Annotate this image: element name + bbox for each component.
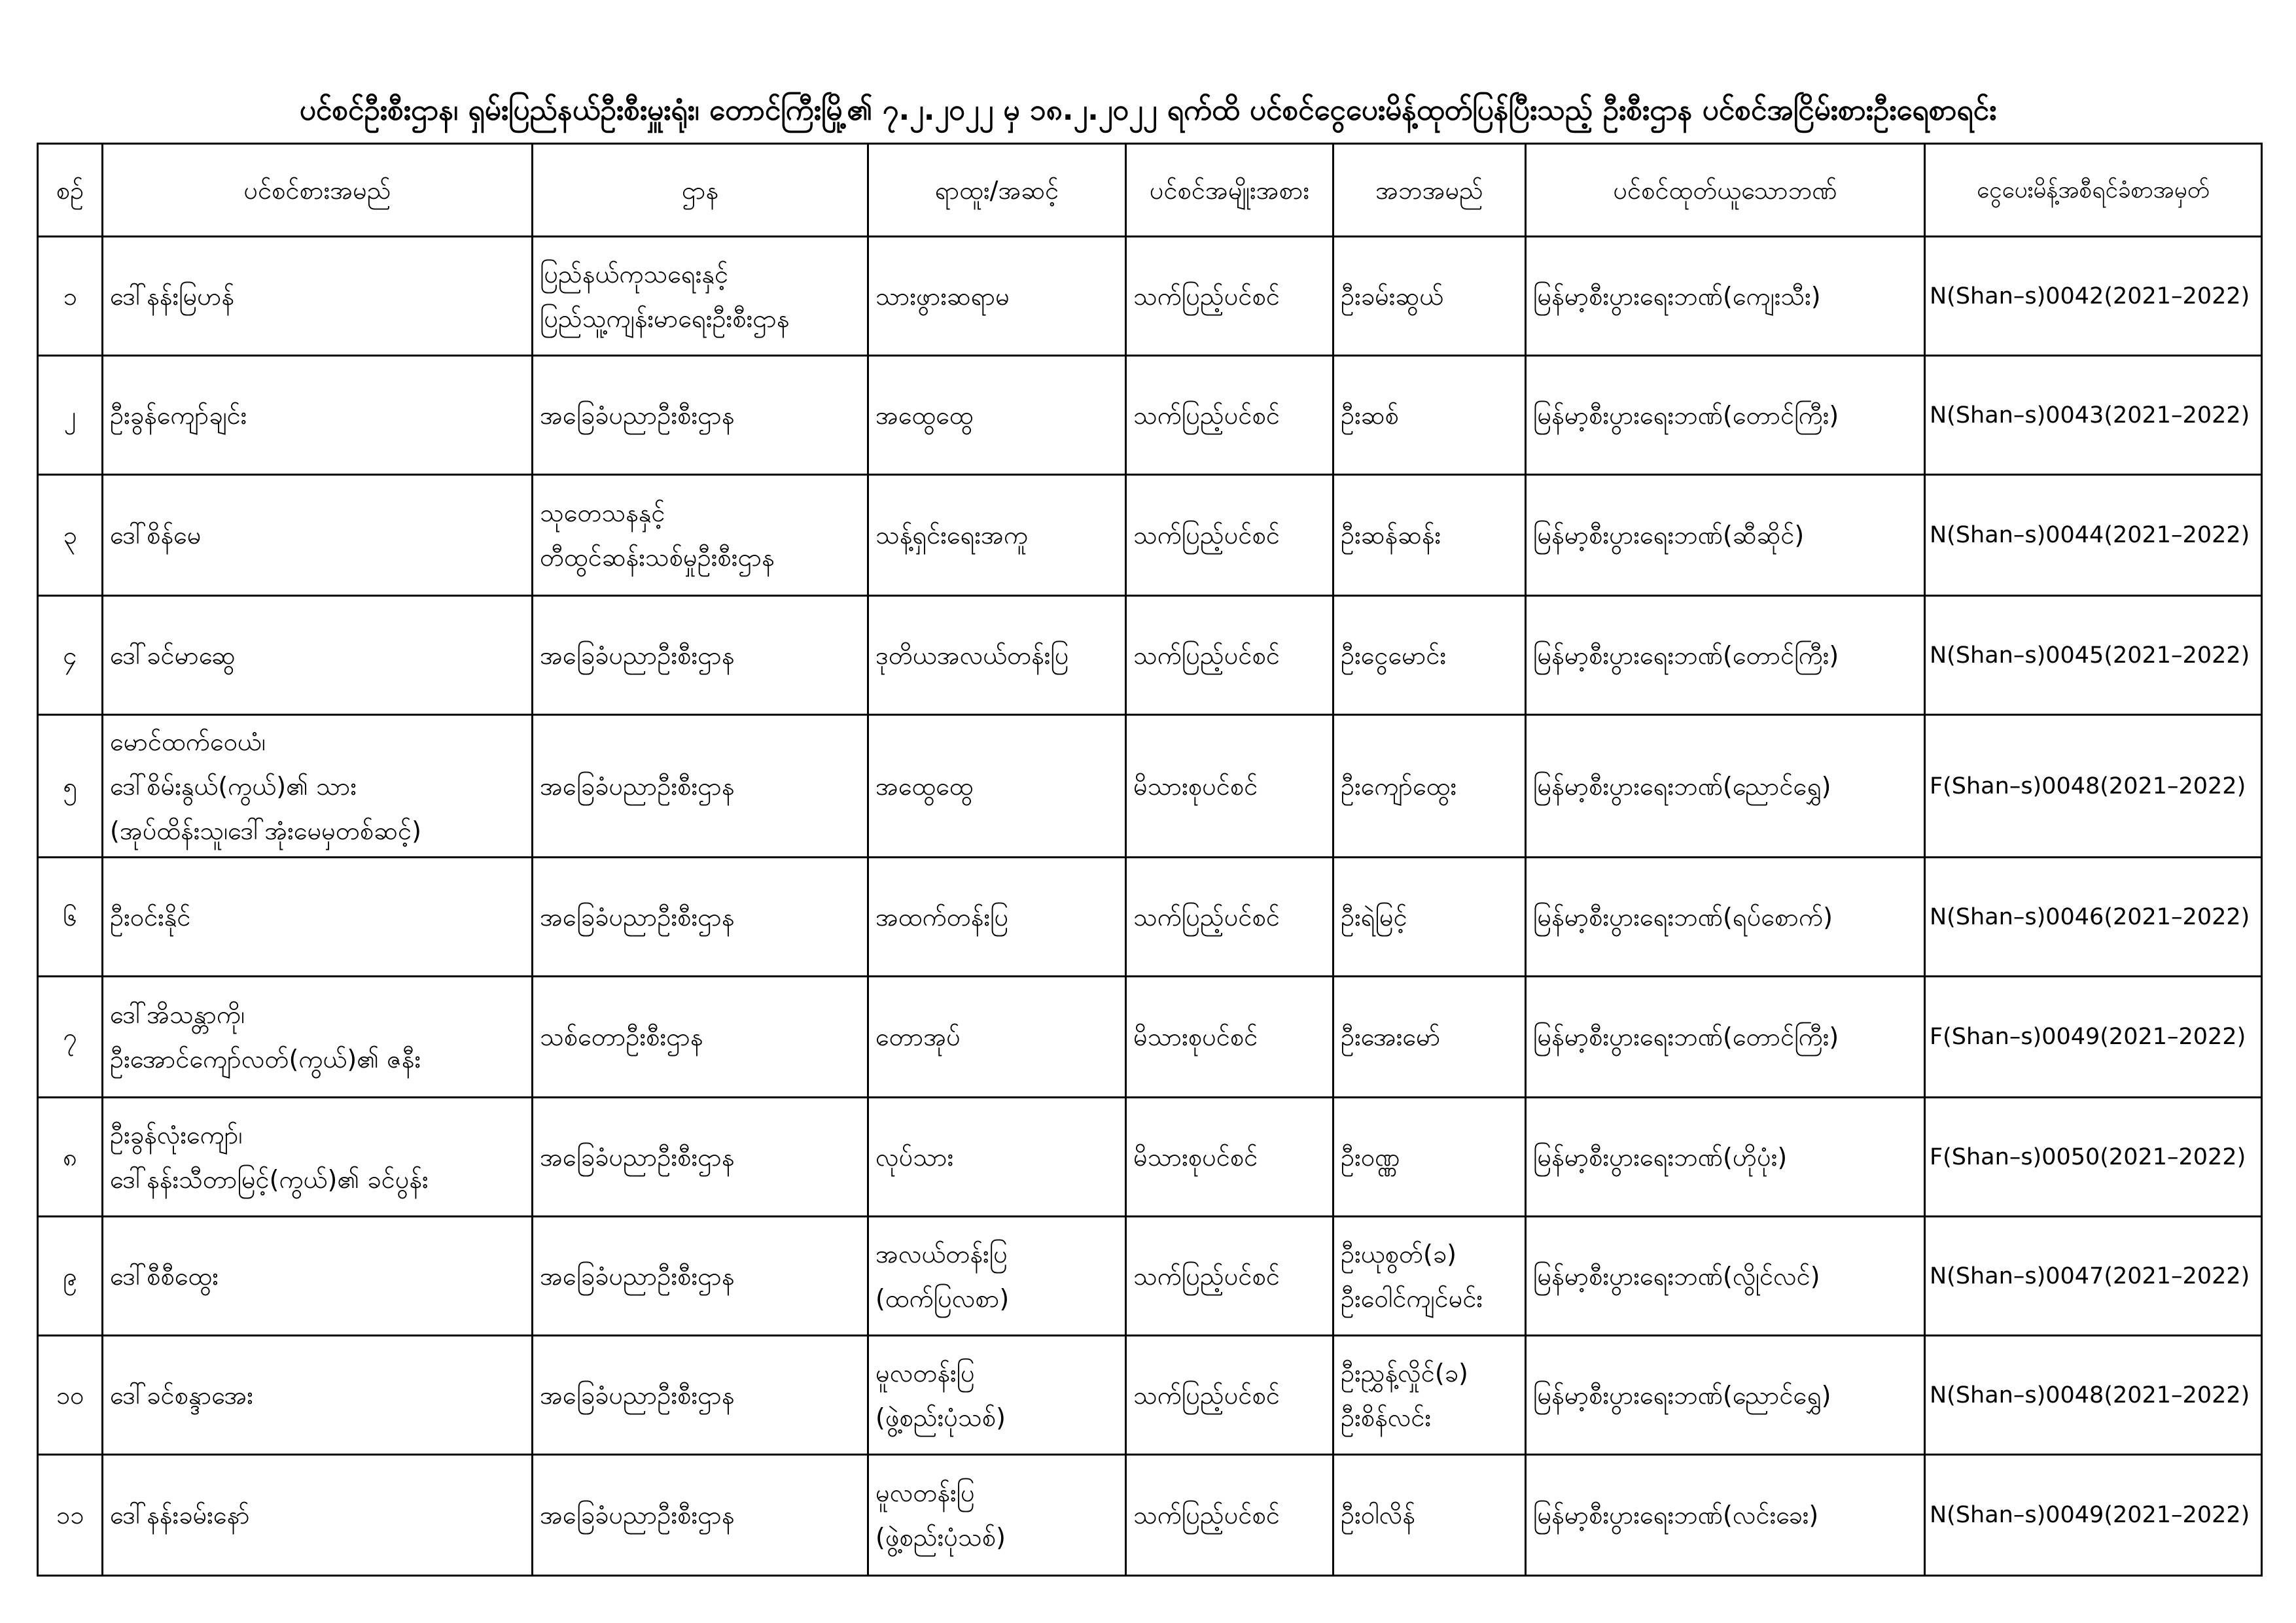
cell-no: [39, 1098, 103, 1217]
cell-pension-type: [1127, 237, 1334, 357]
cell-text: မြန်မာ့စီးပွားရေးဘဏ်(ညောင်ရွှေ): [1533, 1380, 1831, 1410]
cell-text: မြန်မာ့စီးပွားရေးဘဏ်(လွိုင်လင်): [1533, 1261, 1820, 1291]
cell-text: အခြေခံပညာဦးစီးဌာန: [540, 1142, 735, 1172]
cell-department: [533, 1098, 869, 1217]
cell-text: ၄: [63, 640, 77, 670]
cell-text: မိသားစုပင်စင်: [1133, 771, 1258, 801]
cell-report-no: [1926, 977, 2263, 1098]
cell-father-name: [1334, 597, 1527, 716]
cell-no: [39, 1336, 103, 1456]
cell-bank: [1527, 237, 1926, 357]
cell-name: [103, 597, 533, 716]
cell-text: မြန်မာ့စီးပွားရေးဘဏ်(တောင်ကြီး): [1533, 1022, 1839, 1051]
cell-text: သက်ပြည့်ပင်စင်: [1133, 640, 1280, 670]
cell-position: [869, 476, 1127, 597]
cell-text: သက်ပြည့်ပင်စင်: [1133, 1380, 1280, 1410]
cell-report-no: [1926, 1336, 2263, 1456]
cell-position: [869, 858, 1127, 977]
header-report-no: [1926, 145, 2263, 237]
header-department: [533, 145, 869, 237]
cell-pension-type: [1127, 1217, 1334, 1336]
cell-no: [39, 597, 103, 716]
cell-no: [39, 237, 103, 357]
cell-text: မောင်ထက်ဝေယံ၊: [110, 727, 266, 756]
cell-bank: [1527, 1336, 1926, 1456]
cell-text: ဦးဝေါင်ကျင်မင်း: [1341, 1283, 1483, 1313]
cell-text: အခြေခံပညာဦးစီးဌာန: [540, 1380, 735, 1410]
cell-text: ဦးရဲမြင့်: [1341, 902, 1407, 932]
cell-pension-type: [1127, 476, 1334, 597]
cell-bank: [1527, 476, 1926, 597]
cell-father-name: [1334, 858, 1527, 977]
cell-text: လုပ်သား: [875, 1142, 954, 1172]
cell-position: [869, 1217, 1127, 1336]
cell-father-name: [1334, 1336, 1527, 1456]
cell-father-name: [1334, 476, 1527, 597]
cell-text: ဦးခွန်ကျော်ချင်း: [110, 400, 247, 430]
cell-department: [533, 476, 869, 597]
cell-name: [103, 1456, 533, 1577]
cell-father-name: [1334, 977, 1527, 1098]
cell-text: သက်ပြည့်ပင်စင်: [1133, 281, 1280, 311]
cell-name: [103, 476, 533, 597]
cell-no: [39, 977, 103, 1098]
cell-text: N(Shan–s)0047(2021–2022): [1930, 1263, 2250, 1289]
cell-no: [39, 476, 103, 597]
cell-bank: [1527, 1456, 1926, 1577]
cell-department: [533, 357, 869, 476]
cell-department: [533, 858, 869, 977]
cell-department: [533, 1217, 869, 1336]
cell-text: မိသားစုပင်စင်: [1133, 1142, 1258, 1172]
cell-position: [869, 357, 1127, 476]
cell-text: ၉: [63, 1261, 77, 1291]
cell-report-no: [1926, 1456, 2263, 1577]
cell-text: သက်ပြည့်ပင်စင်: [1133, 400, 1280, 430]
cell-position: [869, 1336, 1127, 1456]
header-father-name: [1334, 145, 1527, 237]
cell-text: N(Shan–s)0046(2021–2022): [1930, 903, 2250, 930]
cell-text: အထွေထွေ: [875, 400, 974, 430]
cell-text: F(Shan–s)0049(2021–2022): [1930, 1024, 2246, 1050]
cell-department: [533, 977, 869, 1098]
cell-text: ၁၀: [56, 1380, 84, 1410]
cell-text: အခြေခံပညာဦးစီးဌာန: [540, 771, 735, 801]
cell-bank: [1527, 357, 1926, 476]
cell-text: ဒေါ်နန်းခမ်းနော်: [110, 1501, 250, 1529]
cell-name: [103, 977, 533, 1098]
cell-pension-type: [1127, 1336, 1334, 1456]
cell-text: ၂: [63, 400, 77, 430]
header-pension-type: [1127, 145, 1334, 237]
cell-name: [103, 1217, 533, 1336]
cell-text: ဦးခမ်းဆွယ်: [1341, 281, 1444, 311]
cell-position: [869, 716, 1127, 858]
cell-bank: [1527, 977, 1926, 1098]
cell-department: [533, 1456, 869, 1577]
cell-text: မူလတန်းပြ: [875, 1478, 975, 1507]
cell-text: မြန်မာ့စီးပွားရေးဘဏ်(ရပ်စောက်): [1533, 902, 1833, 932]
cell-text: ဒေါ်နန်းမြဟန်: [110, 281, 235, 311]
cell-text: ဦးဆန်ဆန်း: [1341, 521, 1441, 550]
cell-department: [533, 716, 869, 858]
cell-text: ပြည်သူ့ကျန်းမာရေးဦးစီးဌာန: [540, 304, 790, 333]
cell-text: ဦးညွှန့်လှိုင်(ခ): [1341, 1358, 1468, 1387]
cell-father-name: [1334, 357, 1527, 476]
cell-text: မူလတန်းပြ: [875, 1358, 975, 1387]
cell-bank: [1527, 1217, 1926, 1336]
cell-text: ဒေါ်စိမ်းနွယ်(ကွယ်)၏ သား: [110, 771, 357, 801]
cell-text: အထွေထွေ: [875, 771, 974, 801]
cell-text: ပြည်နယ်ကုသရေးနှင့်: [540, 259, 729, 288]
cell-text: တီထွင်ဆန်းသစ်မှုဦးစီးဌာန: [540, 543, 775, 572]
cell-report-no: [1926, 357, 2263, 476]
cell-text: F(Shan–s)0050(2021–2022): [1930, 1143, 2246, 1170]
cell-pension-type: [1127, 597, 1334, 716]
cell-text: မြန်မာ့စီးပွားရေးဘဏ်(ညောင်ရွှေ): [1533, 771, 1831, 801]
cell-report-no: [1926, 237, 2263, 357]
cell-text: အခြေခံပညာဦးစီးဌာန: [540, 400, 735, 430]
cell-text: ၈: [63, 1142, 77, 1172]
cell-text: သားဖွားဆရာမ: [875, 281, 1010, 311]
cell-text: ဒုတိယအလယ်တန်းပြ: [875, 640, 1069, 670]
cell-report-no: [1926, 858, 2263, 977]
cell-text: ဦးယုစွတ်(ခ): [1341, 1239, 1457, 1268]
cell-text: N(Shan–s)0045(2021–2022): [1930, 642, 2250, 669]
cell-text: (အုပ်ထိန်းသူ၊ဒေါ်အုံးမေမှတစ်ဆင့်): [110, 816, 421, 845]
cell-father-name: [1334, 716, 1527, 858]
cell-text: သုတေသနနှင့်: [540, 498, 665, 527]
cell-father-name: [1334, 1217, 1527, 1336]
cell-text: အခြေခံပညာဦးစီးဌာန: [540, 902, 735, 932]
cell-text: ၁၁: [56, 1501, 84, 1529]
cell-pension-type: [1127, 357, 1334, 476]
document-title: ပင်စင်ဦးစီးဌာန၊ ရှမ်းပြည်နယ်ဦးစီးမှူးရုံး၊ တောင်ကြီးမြို့၏ ၇.၂.၂၀၂၂ မှ ၁၈.၂.၂၀၂၂ ရက်ထိ ပင်စင်ငွေပေးမိန့်ထုတ်ပြန်ပြီးသည့် ဦးစီးဌာန ပင်စင်အငြိမ်းစားဦးရေစာရင်း: [299, 94, 1997, 127]
cell-position: [869, 1098, 1127, 1217]
cell-no: [39, 357, 103, 476]
cell-text: အခြေခံပညာဦးစီးဌာန: [540, 1501, 735, 1529]
cell-report-no: [1926, 1098, 2263, 1217]
cell-text: N(Shan–s)0049(2021–2022): [1930, 1502, 2250, 1528]
cell-text: အလယ်တန်းပြ: [875, 1239, 1008, 1268]
cell-name: [103, 357, 533, 476]
cell-father-name: [1334, 1456, 1527, 1577]
cell-pension-type: [1127, 1098, 1334, 1217]
cell-text: (ဖွဲ့စည်းပုံသစ်): [875, 1403, 1006, 1432]
header-position: [869, 145, 1127, 237]
cell-no: [39, 1217, 103, 1336]
cell-name: [103, 1336, 533, 1456]
cell-no: [39, 1456, 103, 1577]
cell-text: မြန်မာ့စီးပွားရေးဘဏ်(ကျေးသီး): [1533, 281, 1821, 311]
cell-pension-type: [1127, 716, 1334, 858]
cell-text: ၅: [63, 771, 77, 801]
cell-position: [869, 977, 1127, 1098]
cell-text: သက်ပြည့်ပင်စင်: [1133, 521, 1280, 550]
cell-department: [533, 1336, 869, 1456]
cell-text: N(Shan–s)0048(2021–2022): [1930, 1382, 2250, 1408]
cell-text: F(Shan–s)0048(2021–2022): [1930, 773, 2246, 799]
cell-no: [39, 858, 103, 977]
cell-text: သက်ပြည့်ပင်စင်: [1133, 1261, 1280, 1291]
cell-text: ဒေါ်အိသန္တာကို၊: [110, 1000, 245, 1029]
cell-no: [39, 716, 103, 858]
cell-text: ၆: [63, 902, 77, 932]
cell-pension-type: [1127, 858, 1334, 977]
cell-position: [869, 597, 1127, 716]
cell-text: တောအုပ်: [875, 1022, 961, 1051]
cell-text: သစ်တောဦးစီးဌာန: [540, 1022, 703, 1051]
cell-text: ဒေါ်နန်းသီတာမြင့်(ကွယ်)၏ ခင်ပွန်း: [110, 1164, 429, 1194]
header-label: ပင်စင်အမျိုးအစား: [1149, 175, 1310, 205]
cell-text: သန့်ရှင်းရေးအကူ: [875, 521, 1029, 550]
cell-text: ဦးစိန်လင်း: [1341, 1403, 1432, 1432]
cell-report-no: [1926, 476, 2263, 597]
cell-text: (ထက်ပြလစာ): [875, 1283, 1010, 1313]
header-label: ပင်စင်စားအမည်: [243, 175, 391, 205]
cell-text: ၇: [63, 1022, 77, 1051]
cell-text: အခြေခံပညာဦးစီးဌာန: [540, 640, 735, 670]
cell-text: ၃: [63, 521, 77, 550]
cell-text: ၁: [63, 281, 77, 311]
cell-text: ဦးငွေမောင်း: [1341, 640, 1447, 670]
cell-report-no: [1926, 597, 2263, 716]
cell-text: (ဖွဲ့စည်းပုံသစ်): [875, 1523, 1006, 1552]
cell-text: သက်ပြည့်ပင်စင်: [1133, 1501, 1280, 1529]
cell-report-no: [1926, 716, 2263, 858]
cell-pension-type: [1127, 1456, 1334, 1577]
cell-pension-type: [1127, 977, 1334, 1098]
header-label: ပင်စင်ထုတ်ယူသောဘဏ်: [1613, 175, 1837, 205]
cell-text: မြန်မာ့စီးပွားရေးဘဏ်(တောင်ကြီး): [1533, 400, 1839, 430]
cell-text: ဒေါ်ခင်စန္ဒာအေး: [110, 1380, 253, 1410]
header-label: ငွေပေးမိန့်အစီရင်ခံစာအမှတ်: [1977, 177, 2210, 203]
cell-text: ဦးဝါလိန်: [1341, 1501, 1415, 1529]
cell-department: [533, 237, 869, 357]
cell-name: [103, 237, 533, 357]
cell-name: [103, 858, 533, 977]
cell-position: [869, 1456, 1127, 1577]
header-label: အဘအမည်: [1375, 175, 1483, 205]
cell-text: ဦးဆစ်: [1341, 400, 1399, 430]
cell-text: N(Shan–s)0044(2021–2022): [1930, 522, 2250, 548]
cell-text: ဦးအောင်ကျော်လတ်(ကွယ်)၏ ဇနီး: [110, 1045, 421, 1073]
cell-text: N(Shan–s)0043(2021–2022): [1930, 402, 2250, 428]
cell-text: ဦးဝင်းနိုင်: [110, 902, 191, 932]
cell-bank: [1527, 858, 1926, 977]
cell-text: အထက်တန်းပြ: [875, 902, 1009, 932]
cell-text: ဦးခွန်လုံးကျော်၊: [110, 1120, 243, 1149]
header-name: [103, 145, 533, 237]
header-label: ဌာန: [681, 175, 719, 205]
cell-bank: [1527, 597, 1926, 716]
cell-father-name: [1334, 1098, 1527, 1217]
header-label: စဉ်: [56, 175, 84, 205]
cell-text: ဒေါ်ခင်မာဆွေ: [110, 640, 236, 670]
cell-text: မြန်မာ့စီးပွားရေးဘဏ်(ဆီဆိုင်): [1533, 521, 1805, 550]
cell-text: အခြေခံပညာဦးစီးဌာန: [540, 1261, 735, 1291]
cell-text: ဦးကျော်ထွေး: [1341, 771, 1457, 801]
header-bank: [1527, 145, 1926, 237]
header-label: ရာထူး/အဆင့်: [934, 175, 1059, 205]
cell-text: N(Shan–s)0042(2021–2022): [1930, 283, 2250, 309]
cell-name: [103, 1098, 533, 1217]
cell-text: မြန်မာ့စီးပွားရေးဘဏ်(လင်းခေး): [1533, 1501, 1819, 1529]
cell-text: သက်ပြည့်ပင်စင်: [1133, 902, 1280, 932]
cell-text: မိသားစုပင်စင်: [1133, 1022, 1258, 1051]
cell-text: မြန်မာ့စီးပွားရေးဘဏ်(ဟိုပုံး): [1533, 1142, 1788, 1172]
cell-position: [869, 237, 1127, 357]
pensioner-table: [37, 143, 2263, 1577]
cell-text: ဦးအေးမော်: [1341, 1022, 1441, 1051]
cell-text: ဒေါ်စိန်မေ: [110, 521, 202, 550]
cell-department: [533, 597, 869, 716]
cell-text: မြန်မာ့စီးပွားရေးဘဏ်(တောင်ကြီး): [1533, 640, 1839, 670]
cell-text: ဒေါ်စီစီထွေး: [110, 1261, 219, 1291]
cell-report-no: [1926, 1217, 2263, 1336]
header-no: [39, 145, 103, 237]
cell-bank: [1527, 716, 1926, 858]
cell-text: ဦးဝဏ္ဏ: [1341, 1142, 1400, 1172]
cell-bank: [1527, 1098, 1926, 1217]
cell-name: [103, 716, 533, 858]
cell-father-name: [1334, 237, 1527, 357]
